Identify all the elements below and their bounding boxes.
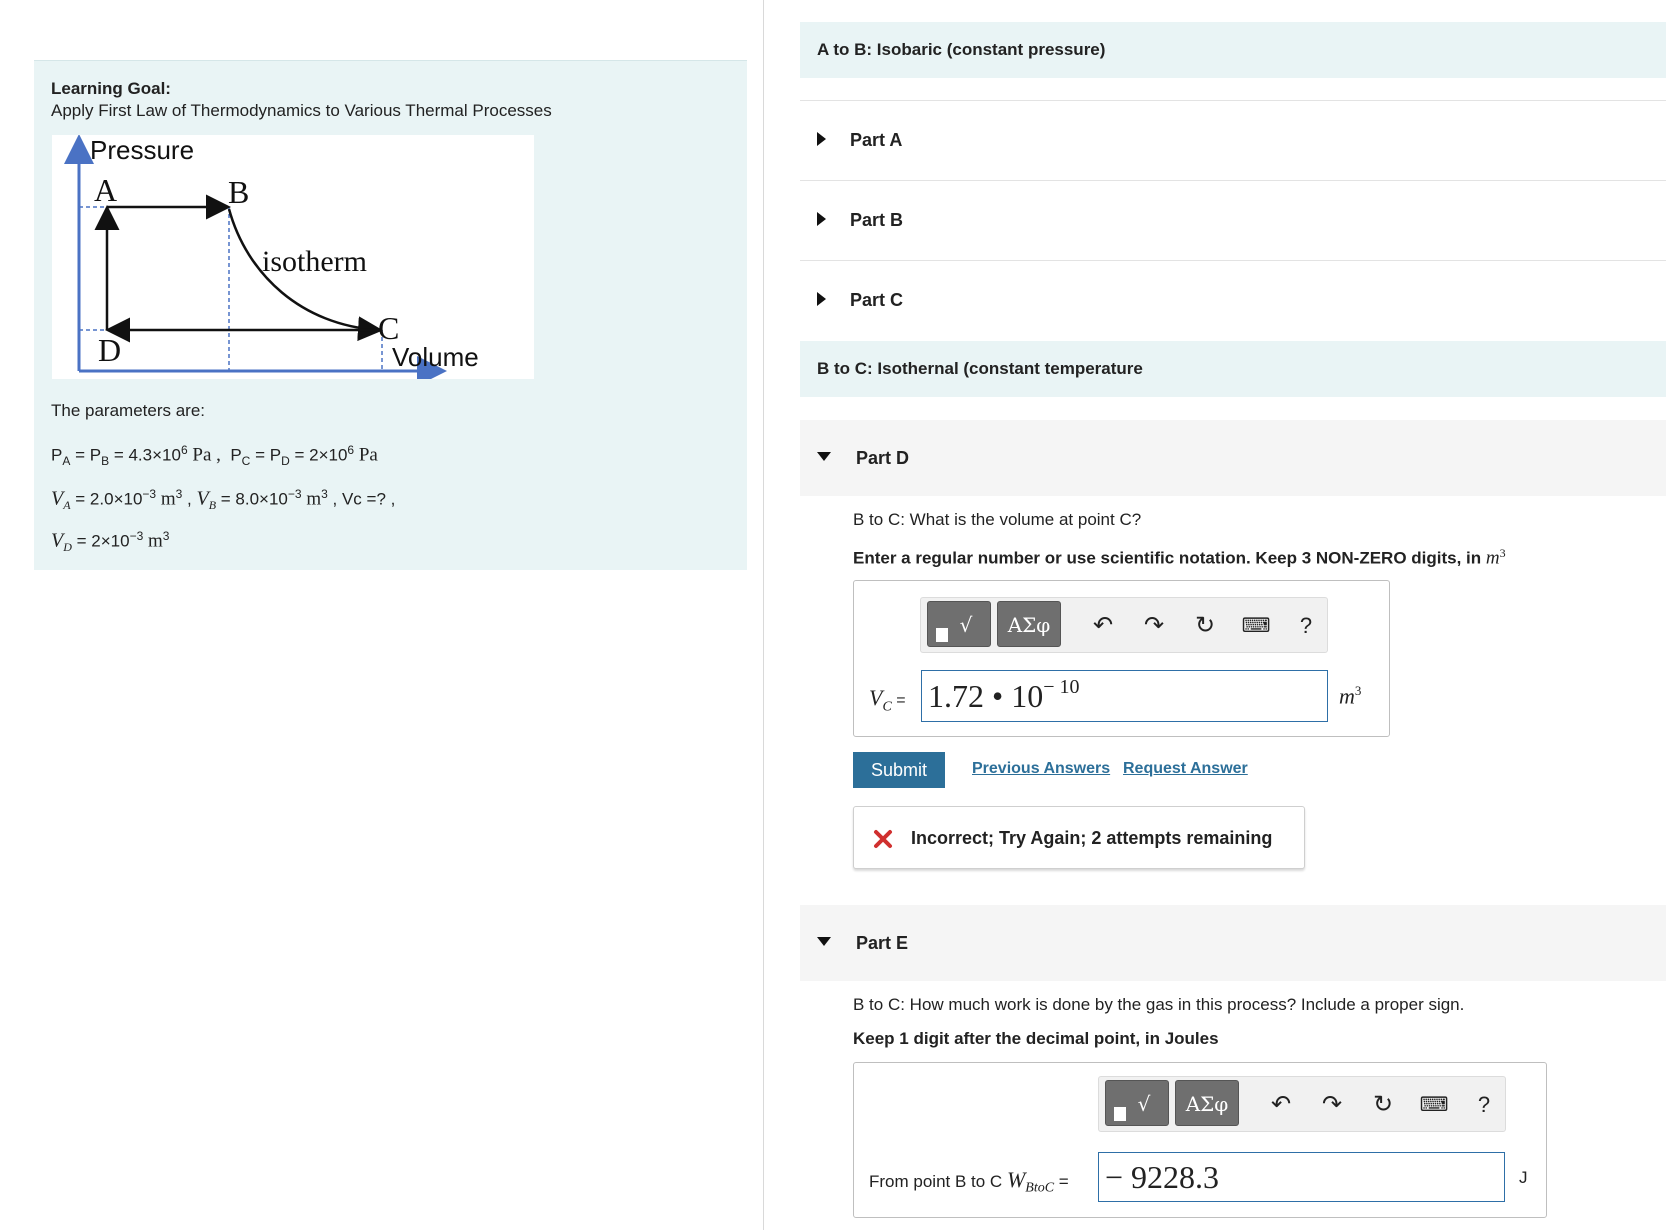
part-e-row[interactable] xyxy=(800,905,1666,981)
vc-unit: $m^3$ xyxy=(1339,683,1362,709)
volume-parameters: $V_A = 2.0\times 10^{-3}$ $m^3$ , $V_B = 8.0\times 10^{-3}$ $m^3$ , Vc =? , xyxy=(51,487,396,513)
keyboard-icon[interactable]: ⌨ xyxy=(1241,615,1271,637)
collapse-arrow-icon[interactable] xyxy=(817,937,831,946)
part-c-label: Part C xyxy=(850,290,904,310)
panel-divider xyxy=(763,0,764,1230)
part-d-label: Part D xyxy=(856,448,910,468)
learning-goal-panel xyxy=(34,60,747,570)
part-e-answer-box xyxy=(853,1062,1547,1218)
symbols-button[interactable]: ΑΣφ xyxy=(1175,1080,1239,1126)
collapse-arrow-icon[interactable] xyxy=(817,452,831,461)
reset-icon[interactable]: ↻ xyxy=(1372,1091,1394,1118)
wbtoc-label: From point B to C $W_{BtoC}$ = xyxy=(869,1167,1069,1196)
keyboard-icon[interactable]: ⌨ xyxy=(1419,1094,1449,1116)
part-c-row[interactable] xyxy=(800,260,1666,340)
part-e-question: B to C: How much work is done by the gas in this process? Include a proper sign. xyxy=(853,995,1465,1014)
templates-button[interactable]: √ xyxy=(927,601,991,647)
volume-d-parameter: $V_D = 2\times 10^{-3}$ $m^3$ xyxy=(51,529,170,555)
wbtoc-unit: J xyxy=(1519,1168,1528,1187)
point-c-label: C xyxy=(378,310,400,346)
wbtoc-answer-input[interactable]: − 9228.3 xyxy=(1098,1152,1505,1202)
part-a-row[interactable] xyxy=(800,100,1666,180)
part-e-label: Part E xyxy=(856,933,909,953)
pv-diagram xyxy=(52,135,534,379)
point-d-label: D xyxy=(98,332,122,368)
part-b-label: Part B xyxy=(850,210,904,230)
part-d-question: B to C: What is the volume at point C? xyxy=(853,510,1142,529)
parameters-intro: The parameters are: xyxy=(51,401,206,420)
pressure-parameters: $P_A = P_B = 4.3\times 10^6$ Pa , $P_C = P_D = 2\times 10^6$ Pa xyxy=(51,443,378,469)
reset-icon[interactable]: ↻ xyxy=(1194,612,1216,639)
part-e-instruction: Keep 1 digit after the decimal point, in Joules xyxy=(853,1029,1219,1048)
undo-icon[interactable]: ↶ xyxy=(1270,1091,1292,1118)
part-d-answer-box xyxy=(853,580,1390,737)
learning-goal-text: Apply First Law of Thermodynamics to Various Thermal Processes xyxy=(51,101,552,120)
part-b-row[interactable] xyxy=(800,180,1666,260)
redo-icon[interactable]: ↷ xyxy=(1143,612,1165,639)
expand-arrow-icon[interactable] xyxy=(817,212,826,226)
learning-goal-heading: Learning Goal: xyxy=(51,79,171,98)
incorrect-x-icon xyxy=(873,829,893,849)
help-icon[interactable]: ? xyxy=(1299,613,1313,638)
undo-icon[interactable]: ↶ xyxy=(1092,612,1114,639)
y-axis-label: Pressure xyxy=(90,135,195,165)
request-answer-link[interactable]: Request Answer xyxy=(1123,760,1248,777)
section-header-ab: A to B: Isobaric (constant pressure) xyxy=(800,22,1666,78)
feedback-box xyxy=(853,806,1305,869)
pv-diagram-svg xyxy=(52,135,534,379)
section-header-bc: B to C: Isothernal (constant temperature xyxy=(800,341,1666,397)
vc-label: $V_C$ = xyxy=(869,685,906,715)
expand-arrow-icon[interactable] xyxy=(817,132,826,146)
help-icon[interactable]: ? xyxy=(1477,1092,1491,1117)
symbols-button[interactable]: ΑΣφ xyxy=(997,601,1061,647)
part-d-row[interactable] xyxy=(800,420,1666,496)
x-axis-label: Volume xyxy=(392,342,479,372)
expand-arrow-icon[interactable] xyxy=(817,292,826,306)
templates-button[interactable]: √ xyxy=(1105,1080,1169,1126)
math-toolbar xyxy=(920,597,1328,653)
submit-button[interactable]: Submit xyxy=(853,752,945,788)
point-a-label: A xyxy=(94,172,118,208)
feedback-text: Incorrect; Try Again; 2 attempts remaining xyxy=(911,828,1273,848)
part-a-label: Part A xyxy=(850,130,903,150)
redo-icon[interactable]: ↷ xyxy=(1321,1091,1343,1118)
point-b-label: B xyxy=(228,174,250,210)
part-d-instruction: Enter a regular number or use scientific notation. Keep 3 NON-ZERO digits, in $m^3$ xyxy=(853,546,1506,569)
math-toolbar xyxy=(1098,1076,1506,1132)
previous-answers-link[interactable]: Previous Answers xyxy=(972,760,1111,777)
vc-answer-input[interactable]: 1.72 • $10^{- 10}$ xyxy=(921,670,1328,722)
isotherm-label: isotherm xyxy=(262,245,367,278)
